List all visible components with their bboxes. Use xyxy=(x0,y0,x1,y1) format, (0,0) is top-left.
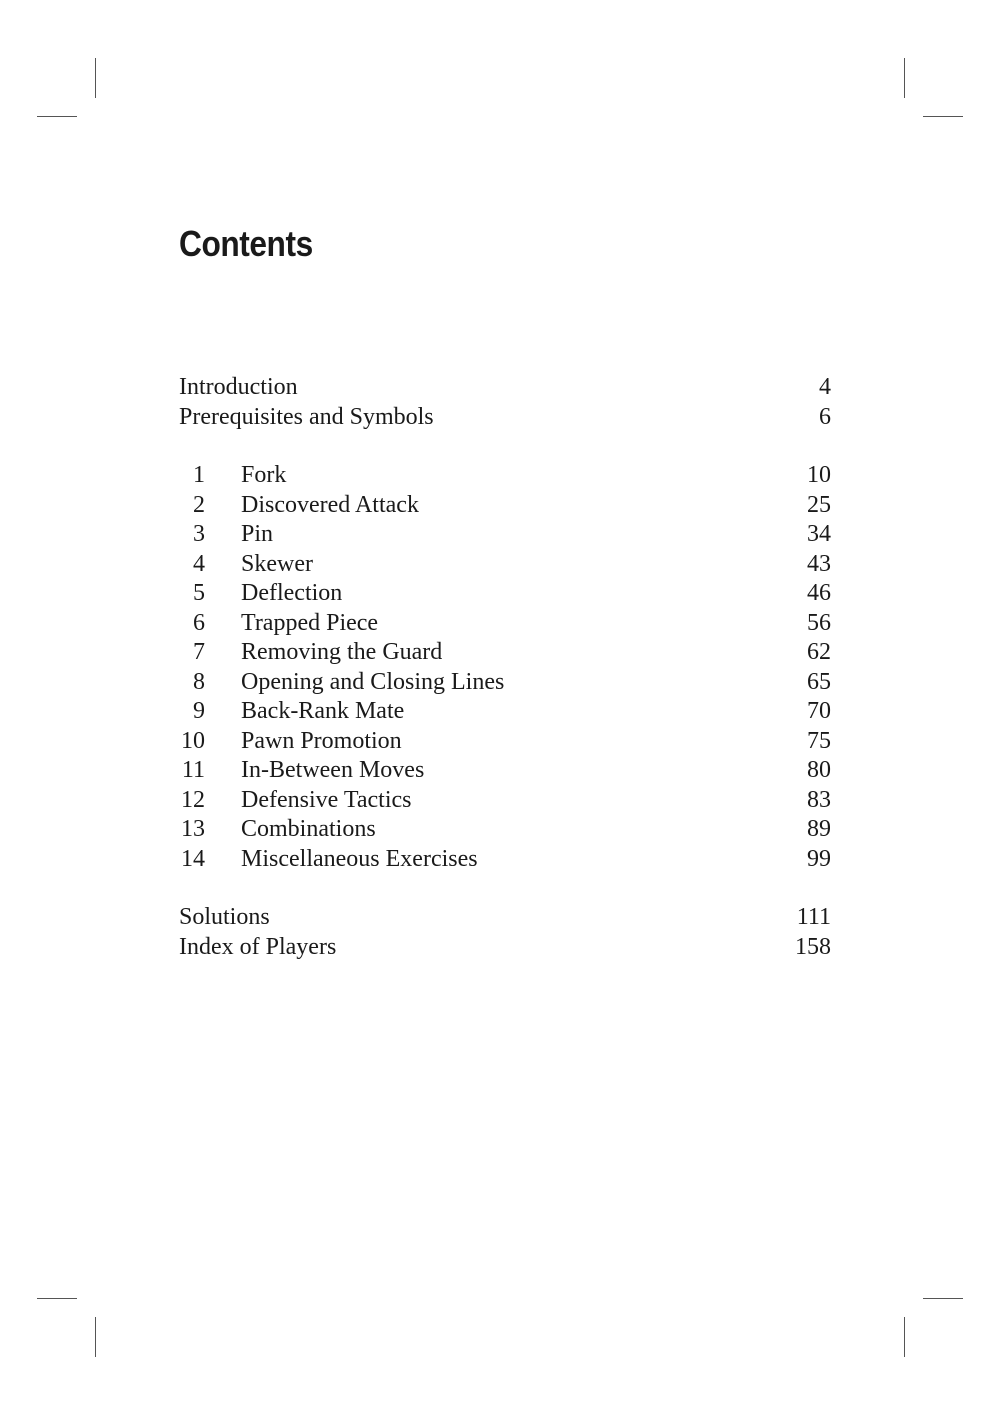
chapter-title: Fork xyxy=(241,462,287,488)
chapter-page: 25 xyxy=(807,491,831,518)
chapter-number: 5 xyxy=(193,580,205,606)
toc-chapter-row xyxy=(179,520,831,550)
chapter-title: Miscellaneous Exercises xyxy=(241,845,478,872)
chapter-number: 2 xyxy=(193,491,205,518)
toc-chapter-row xyxy=(179,845,831,875)
crop-mark-bottom-right-horizontal xyxy=(923,1298,963,1299)
toc-entry-prerequisites xyxy=(179,403,831,433)
chapter-number: 6 xyxy=(193,609,205,636)
chapter-number: 12 xyxy=(181,786,205,813)
chapter-number: 14 xyxy=(181,845,205,872)
crop-mark-bottom-left-horizontal xyxy=(37,1298,77,1299)
crop-mark-top-left-horizontal xyxy=(37,116,77,117)
crop-mark-bottom-right-vertical xyxy=(904,1317,905,1357)
chapter-page: 10 xyxy=(807,462,831,488)
toc-entry-index-of-players xyxy=(179,933,831,963)
toc-chapter-row xyxy=(179,638,831,668)
toc-entry-label: Solutions xyxy=(179,904,270,930)
toc-chapter-row xyxy=(179,756,831,786)
toc-chapters xyxy=(179,461,831,874)
toc-entry-label: Prerequisites and Symbols xyxy=(179,403,434,430)
chapter-number: 4 xyxy=(193,550,205,577)
chapter-page: 56 xyxy=(807,609,831,636)
chapter-title: Trapped Piece xyxy=(241,609,379,636)
chapter-page: 70 xyxy=(807,698,831,724)
chapter-title: Deflection xyxy=(241,580,343,606)
chapter-page: 83 xyxy=(807,786,831,813)
chapter-title: Back-Rank Mate xyxy=(241,698,405,724)
toc-entry-label: Introduction xyxy=(179,374,298,400)
chapter-number: 8 xyxy=(193,668,205,695)
chapter-page: 43 xyxy=(807,550,831,577)
toc-chapter-row xyxy=(179,668,831,698)
toc-front-matter xyxy=(179,373,831,432)
chapter-title: Pawn Promotion xyxy=(241,727,402,754)
crop-mark-bottom-left-vertical xyxy=(95,1317,96,1357)
toc-back-matter xyxy=(179,903,831,962)
chapter-title: Discovered Attack xyxy=(241,491,419,518)
chapter-page: 34 xyxy=(807,521,831,547)
chapter-number: 10 xyxy=(181,727,205,754)
toc-chapter-row xyxy=(179,491,831,521)
chapter-page: 75 xyxy=(807,727,831,754)
chapter-number: 11 xyxy=(181,757,205,783)
toc-chapter-row xyxy=(179,461,831,491)
toc-chapter-row xyxy=(179,815,831,845)
toc-entry-label: Index of Players xyxy=(179,933,337,960)
chapter-title: Defensive Tactics xyxy=(241,786,412,813)
toc-entry-solutions xyxy=(179,903,831,933)
chapter-page: 80 xyxy=(807,757,831,783)
toc-chapter-row xyxy=(179,697,831,727)
page-title: Contents xyxy=(179,223,313,264)
chapter-number: 13 xyxy=(181,816,205,842)
toc-chapter-row xyxy=(179,609,831,639)
toc-entry-introduction xyxy=(179,373,831,403)
chapter-title: Opening and Closing Lines xyxy=(241,668,505,695)
toc-entry-page: 6 xyxy=(819,403,831,430)
toc-entry-page: 111 xyxy=(796,904,831,930)
crop-mark-top-right-horizontal xyxy=(923,116,963,117)
toc-entry-page: 4 xyxy=(819,374,831,400)
chapter-page: 46 xyxy=(807,580,831,606)
toc-chapter-row xyxy=(179,550,831,580)
chapter-title: Skewer xyxy=(241,550,313,577)
chapter-title: In-Between Moves xyxy=(241,757,425,783)
chapter-page: 89 xyxy=(807,816,831,842)
chapter-title: Pin xyxy=(241,521,274,547)
chapter-number: 1 xyxy=(193,462,205,488)
chapter-title: Combinations xyxy=(241,816,376,842)
chapter-page: 65 xyxy=(807,668,831,695)
chapter-number: 3 xyxy=(193,521,205,547)
chapter-number: 7 xyxy=(193,639,205,665)
toc-entry-page: 158 xyxy=(795,933,831,960)
chapter-number: 9 xyxy=(193,698,205,724)
toc-chapter-row xyxy=(179,727,831,757)
crop-mark-top-right-vertical xyxy=(904,58,905,98)
chapter-page: 99 xyxy=(807,845,831,872)
toc-chapter-row xyxy=(179,786,831,816)
toc-chapter-row xyxy=(179,579,831,609)
chapter-title: Removing the Guard xyxy=(241,639,443,665)
crop-mark-top-left-vertical xyxy=(95,58,96,98)
chapter-page: 62 xyxy=(807,639,831,665)
